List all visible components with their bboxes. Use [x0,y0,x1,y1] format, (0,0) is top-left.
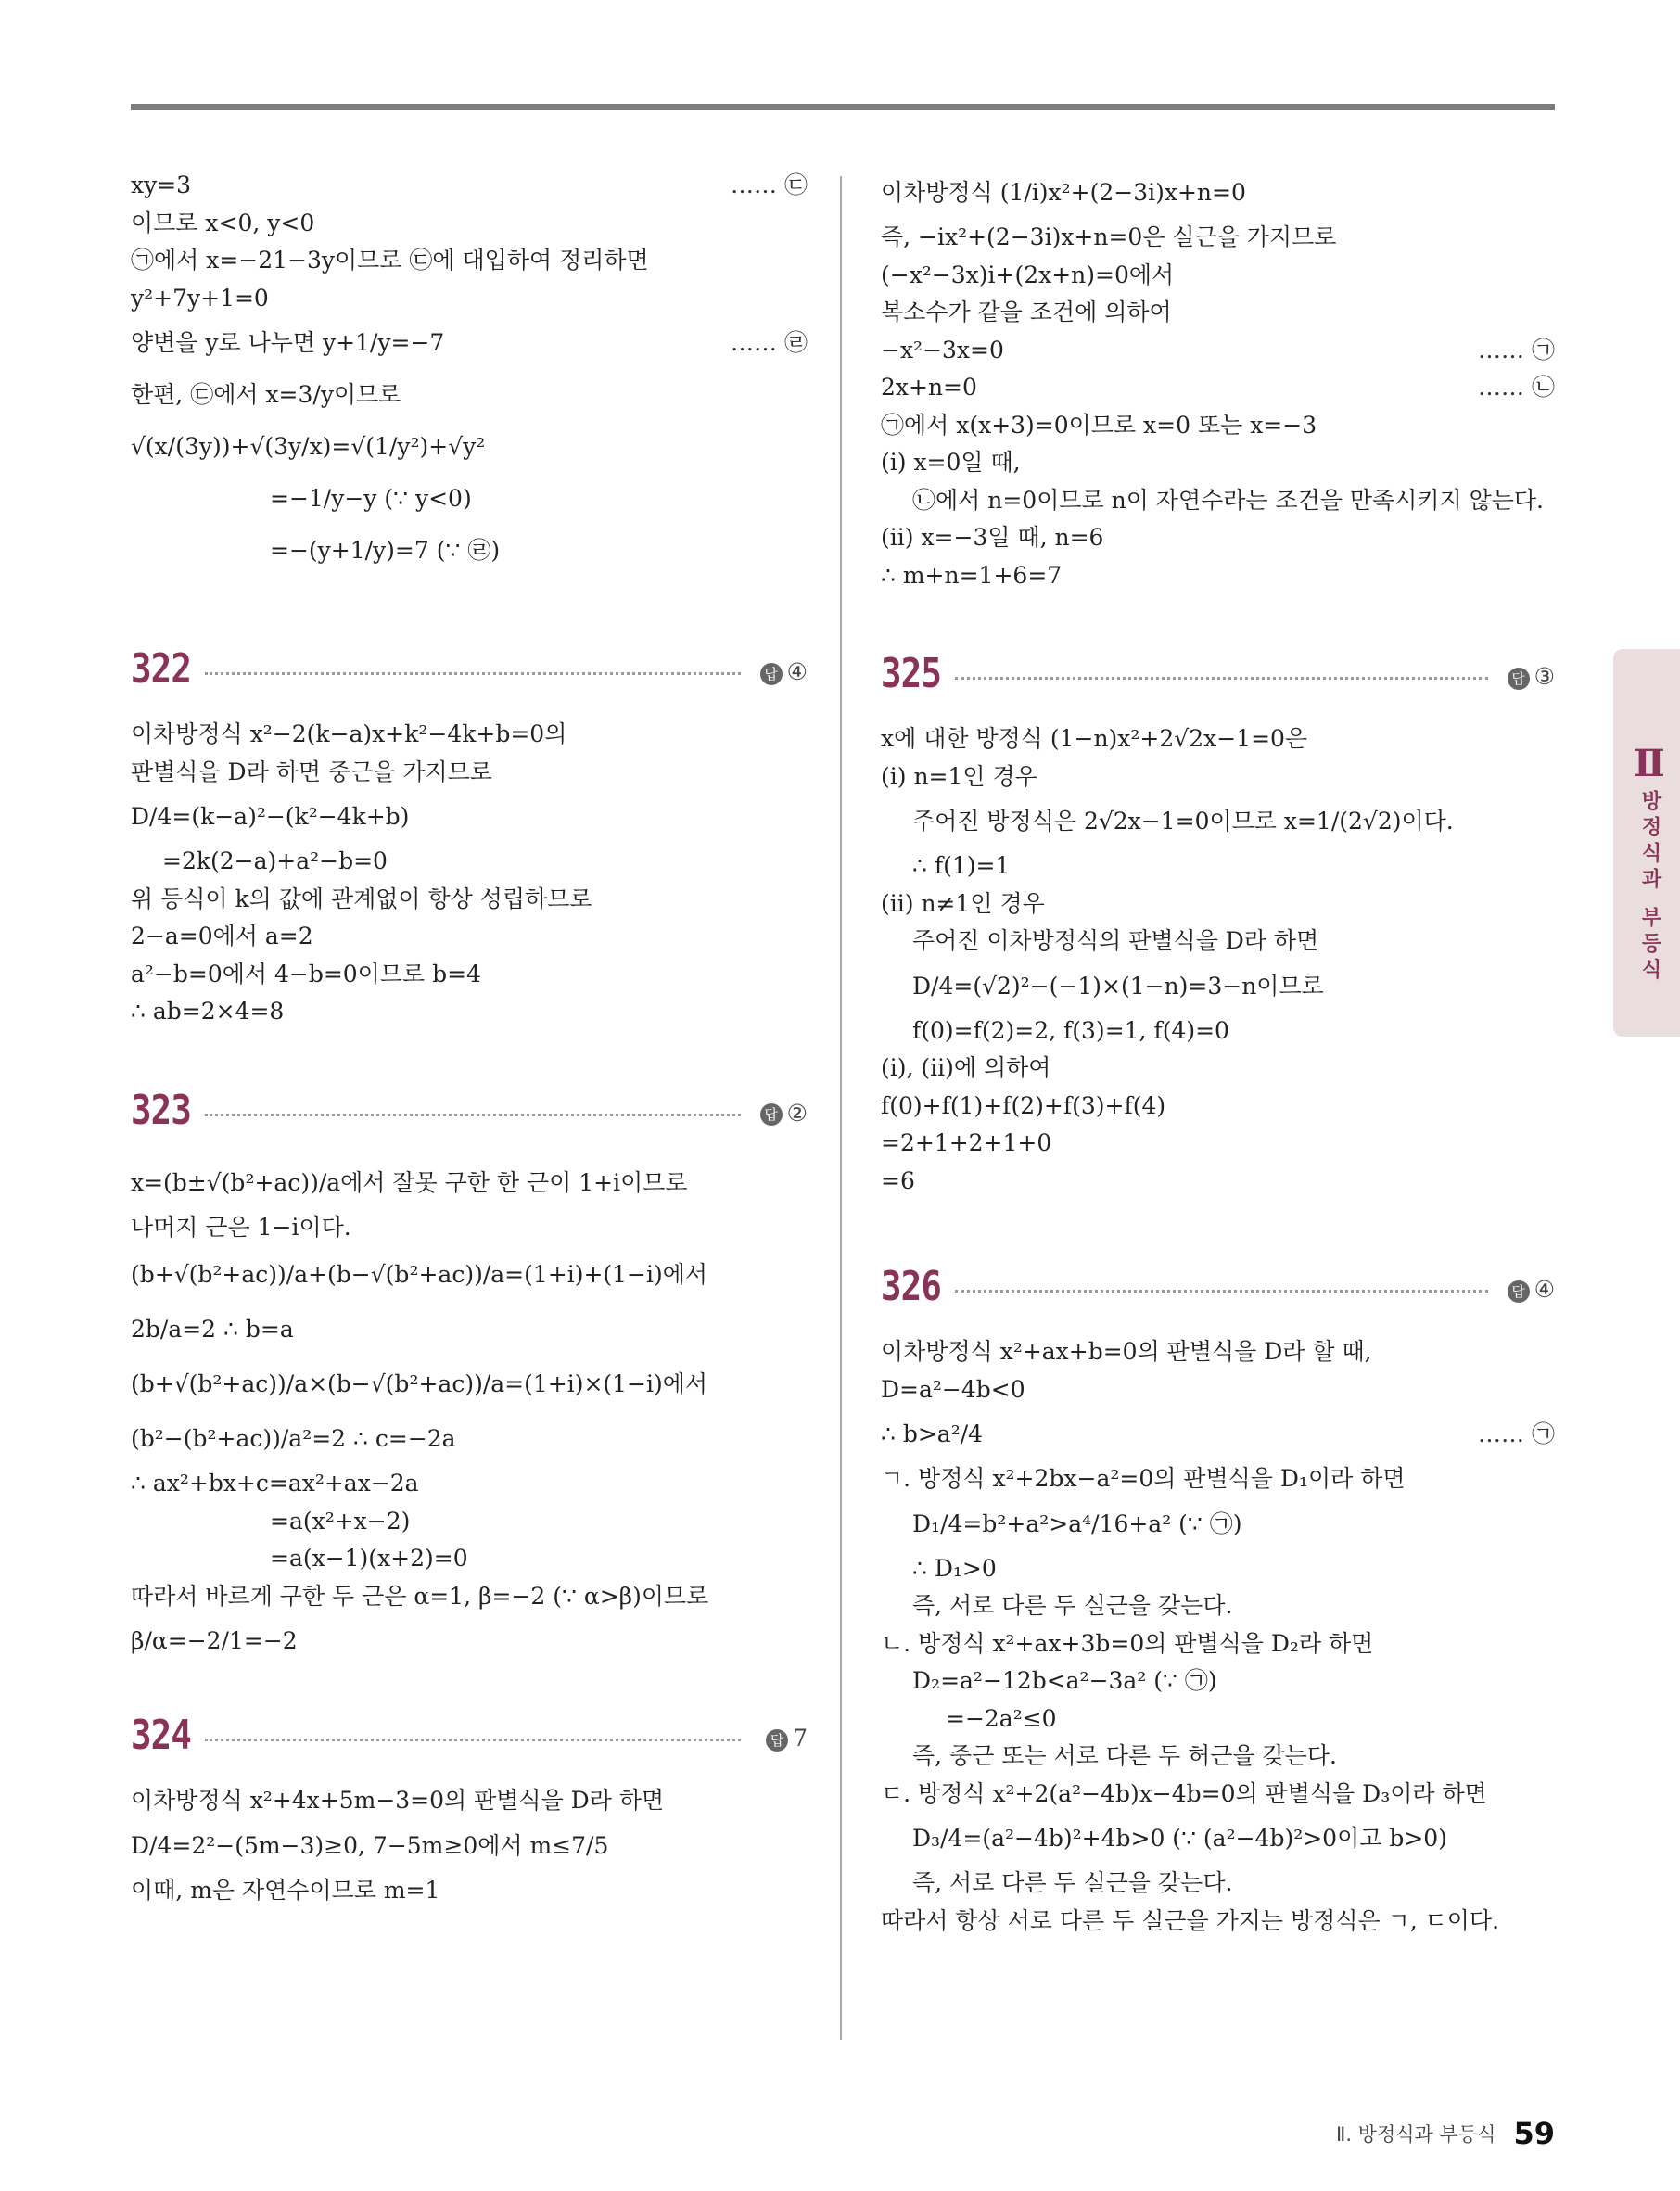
text-line: =−(y+1/y)=7 (∵ ㉣) [270,537,501,564]
problem-header-323 [131,1083,808,1144]
solution-line: ㄷ. 방정식 x²+2(a²−4b)x−4b=0의 판별식을 D₃이라 하면 [881,1779,1487,1807]
problem-header-325 [881,646,1555,707]
solution-line: (−x²−3x)i+(2x+n)=0에서 [881,261,1175,288]
solution-line: f(0)=f(2)=2, f(3)=1, f(4)=0 [912,1016,1229,1044]
chapter-side-tab [1613,649,1680,1037]
solution-line: 이차방정식 (1/i)x²+(2−3i)x+n=0 [881,179,1246,206]
solution-line: 2b/a=2 ∴ b=a [131,1316,294,1343]
page-number: 59 [1513,2116,1555,2151]
text-line: 한편, ㉢에서 x=3/y이므로 [131,381,401,408]
solution-line: D₁/4=b²+a²>a⁴/16+a² (∵ ㉠) [912,1509,1242,1537]
solution-line: D₃/4=(a²−4b)²+4b>0 (∵ (a²−4b)²>0이고 b>0) [912,1825,1447,1852]
solution-line: 즉, 서로 다른 두 실근을 갖는다. [912,1869,1233,1896]
answer-icon: 답 [760,663,783,685]
solution-line: ㉠에서 x(x+3)=0이므로 x=0 또는 x=−3 [881,411,1317,439]
solution-line: x=(b±√(b²+ac))/a에서 잘못 구한 한 근이 1+i이므로 [131,1168,688,1196]
solution-line: f(0)+f(1)+f(2)+f(3)+f(4) [881,1091,1166,1119]
dotted-leader [955,1290,1488,1293]
answer-badge: 답 ③ [1508,663,1555,690]
text-line: =−1/y−y (∵ y<0) [270,485,472,512]
solution-line: D/4=(√2)²−(−1)×(1−n)=3−n이므로 [912,972,1324,1000]
chapter-roman-numeral: Ⅱ [1634,742,1665,785]
solution-line: 이차방정식 x²+ax+b=0의 판별식을 D라 할 때, [881,1338,1372,1365]
solution-line: a²−b=0에서 4−b=0이므로 b=4 [131,960,481,987]
solution-line: D/4=2²−(5m−3)≥0, 7−5m≥0에서 m≤7/5 [131,1831,609,1859]
solution-line: D₂=a²−12b<a²−3a² (∵ ㉠) [912,1667,1217,1694]
answer-icon: 답 [766,1729,788,1752]
solution-line: =6 [881,1166,915,1194]
solution-line: (ⅰ) x=0일 때, [881,449,1021,476]
dotted-leader [955,677,1488,680]
solution-line: =a(x−1)(x+2)=0 [270,1545,468,1572]
problem-number: 322 [131,645,192,693]
solution-line: ∴ ab=2×4=8 [131,998,285,1025]
solution-line: 2x+n=0 …… ㉡ [881,374,1555,401]
solution-line: (ⅰ), (ⅱ)에 의하여 [881,1054,1051,1081]
problem-number: 326 [881,1263,942,1310]
solution-line: =−2a²≤0 [946,1704,1057,1732]
solution-line: (ⅱ) x=−3일 때, n=6 [881,524,1104,551]
solution-line: 따라서 항상 서로 다른 두 실근을 가지는 방정식은 ㄱ, ㄷ이다. [881,1906,1500,1934]
solution-line: D=a²−4b<0 [881,1375,1025,1403]
answer-icon: 답 [1508,668,1530,690]
problem-header-324 [131,1708,808,1769]
solution-line: 나머지 근은 1−i이다. [131,1213,351,1241]
problem-number: 323 [131,1086,192,1134]
top-rule [131,104,1555,110]
solution-line: 2−a=0에서 a=2 [131,923,313,949]
solution-line: (ⅱ) n≠1인 경우 [881,889,1045,917]
answer-icon: 답 [760,1103,783,1126]
solution-line: 주어진 이차방정식의 판별식을 D라 하면 [912,927,1319,954]
solution-line: (b²−(b²+ac))/a²=2 ∴ c=−2a [131,1425,456,1452]
solution-line: =2k(2−a)+a²−b=0 [162,847,388,874]
solution-line: ∴ m+n=1+6=7 [881,561,1063,589]
solution-line: x에 대한 방정식 (1−n)x²+2√2x−1=0은 [881,725,1308,752]
left-column [131,167,808,1909]
solution-line: 주어진 방정식은 2√2x−1=0이므로 x=1/(2√2)이다. [912,808,1454,834]
answer-icon: 답 [1508,1280,1530,1303]
footer-chapter: Ⅱ. 방정식과 부등식 [1336,2123,1496,2146]
text-line: 이므로 x<0, y<0 [131,209,315,236]
solution-line: 이차방정식 x²+4x+5m−3=0의 판별식을 D라 하면 [131,1787,665,1814]
text-line: √(x/(3y))+√(3y/x)=√(1/y²)+√y² [131,433,486,460]
solution-line: 즉, 서로 다른 두 실근을 갖는다. [912,1592,1233,1619]
solution-line: ∴ b>a²/4 …… ㉠ [881,1420,1555,1447]
solution-line: 즉, −ix²+(2−3i)x+n=0은 실근을 가지므로 [881,223,1337,250]
problem-header-326 [881,1259,1555,1320]
text-line: xy=3 …… ㉢ [131,172,808,198]
column-divider [840,176,842,2040]
solution-line: ㄴ. 방정식 x²+ax+3b=0의 판별식을 D₂라 하면 [881,1629,1374,1657]
solution-line: ㄱ. 방정식 x²+2bx−a²=0의 판별식을 D₁이라 하면 [881,1465,1406,1492]
solution-line: D/4=(k−a)²−(k²−4k+b) [131,803,410,830]
solution-line: (b+√(b²+ac))/a×(b−√(b²+ac))/a=(1+i)×(1−i)에서 [131,1370,708,1397]
solution-line: β/α=−2/1=−2 [131,1627,298,1654]
chapter-tab-label: 방정식과 부등식 [1638,790,1661,985]
solution-line: ∴ f(1)=1 [912,852,1011,879]
solution-line: 이때, m은 자연수이므로 m=1 [131,1876,440,1904]
text-line: ㉠에서 x=−21−3y이므로 ㉢에 대입하여 정리하면 [131,247,649,274]
solution-line: 즉, 중근 또는 서로 다른 두 허근을 갖는다. [912,1742,1337,1769]
answer-badge: 답 ② [760,1100,808,1127]
answer-badge: 답 ④ [760,658,808,685]
solution-line: 판별식을 D라 하면 중근을 가지므로 [131,758,492,785]
problem-number: 324 [131,1712,192,1759]
answer-badge: 답 ④ [1508,1276,1555,1303]
page-footer [1336,2116,1555,2151]
dotted-leader [205,1114,741,1116]
text-line: 양변을 y로 나누면 y+1/y=−7 …… ㉣ [131,329,808,356]
solution-line: −x²−3x=0 …… ㉠ [881,336,1555,363]
text-line: y²+7y+1=0 [131,284,269,312]
solution-line: ㉡에서 n=0이므로 n이 자연수라는 조건을 만족시키지 않는다. [912,486,1544,514]
solution-line: 복소수가 같을 조건에 의하여 [881,299,1172,325]
solution-line: 따라서 바르게 구한 두 근은 α=1, β=−2 (∵ α>β)이므로 [131,1582,709,1610]
problem-header-322 [131,642,808,703]
right-column [881,167,1555,1940]
solution-line: 이차방정식 x²−2(k−a)x+k²−4k+b=0의 [131,720,567,747]
solution-line: ∴ ax²+bx+c=ax²+ax−2a [131,1470,419,1497]
problem-number: 325 [881,650,942,697]
solution-line: =2+1+2+1+0 [881,1129,1052,1156]
solution-line: (ⅰ) n=1인 경우 [881,762,1037,790]
solution-line: (b+√(b²+ac))/a+(b−√(b²+ac))/a=(1+i)+(1−i)에서 [131,1261,708,1288]
dotted-leader [205,1739,741,1741]
dotted-leader [205,672,741,675]
solution-line: ∴ D₁>0 [912,1554,997,1582]
solution-line: =a(x²+x−2) [270,1507,411,1535]
solution-line: 위 등식이 k의 값에 관계없이 항상 성립하므로 [131,885,592,912]
answer-badge: 답 7 [766,1725,808,1752]
